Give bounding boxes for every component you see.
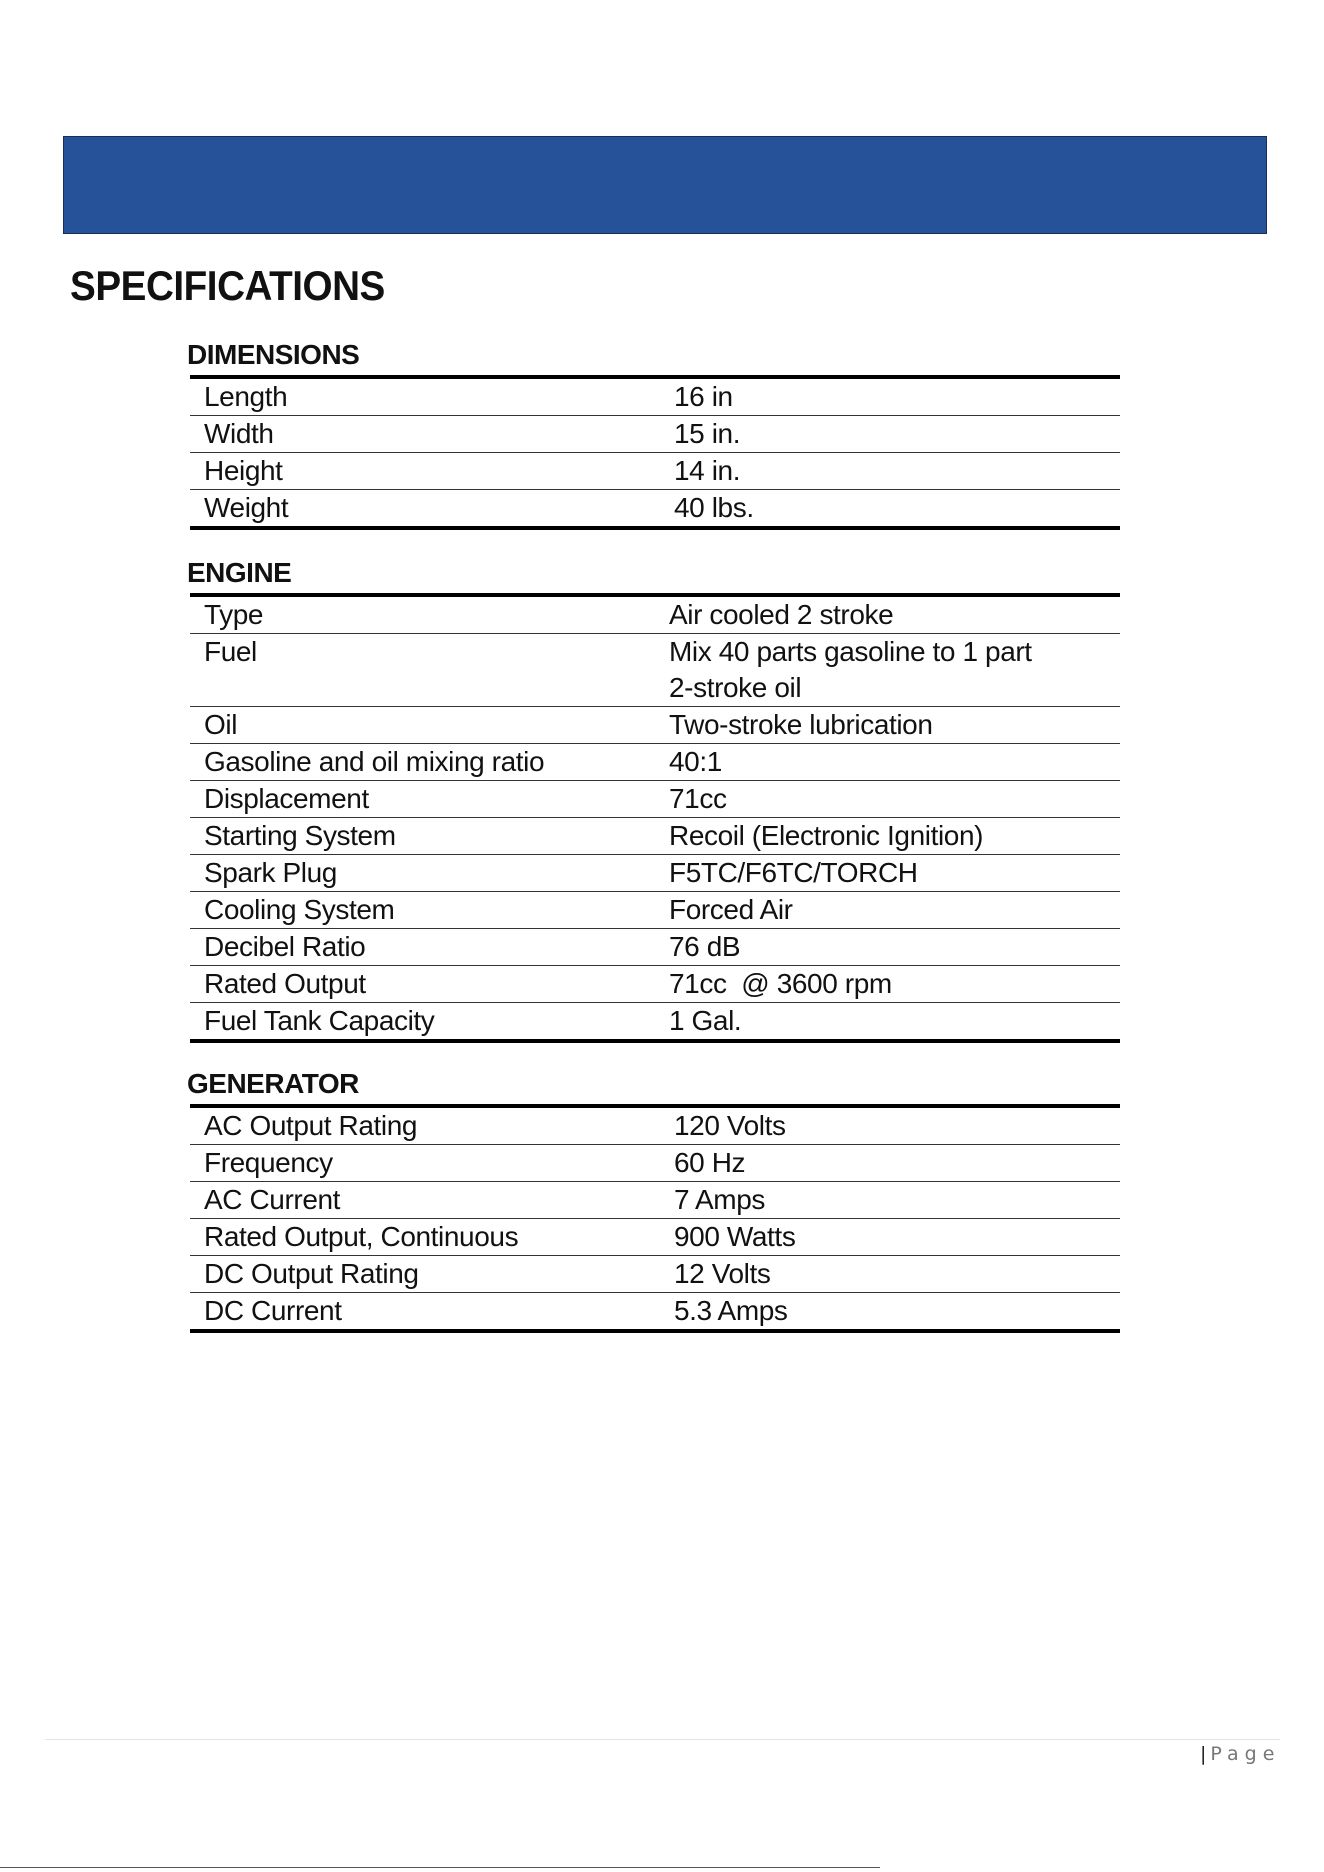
spec-label: Spark Plug [190,855,655,892]
spec-value: Recoil (Electronic Ignition) [655,818,1120,855]
table-row [190,892,1120,929]
spec-label: AC Current [190,1182,660,1219]
section-generator [187,1068,1120,1333]
table-row [190,929,1120,966]
spec-label: DC Output Rating [190,1256,660,1293]
bottom-rule [0,1867,880,1868]
table-row [190,1256,1120,1293]
spec-label: DC Current [204,1295,342,1326]
spec-value: 40:1 [655,744,1120,781]
footer-divider [45,1739,1280,1740]
spec-value: 71cc @ 3600 rpm [655,966,1120,1003]
table-row [190,634,1120,707]
spec-label: Displacement [190,781,655,818]
table-row [190,818,1120,855]
spec-label: Width [190,416,660,453]
spec-label: Fuel Tank Capacity [204,1005,435,1036]
spec-label: Type [190,595,655,634]
table-row [190,1182,1120,1219]
spec-value: 12 Volts [660,1256,1120,1293]
table-row [190,490,1120,529]
table-row [190,707,1120,744]
table-row [190,744,1120,781]
spec-value: 71cc [655,781,1120,818]
spec-table-dimensions [190,375,1120,530]
section-dimensions [187,339,1120,530]
spec-value: 900 Watts [660,1219,1120,1256]
footer-bar: | [1200,1743,1211,1765]
spec-table-generator [190,1104,1120,1333]
spec-value: F5TC/F6TC/TORCH [655,855,1120,892]
spec-label: Starting System [190,818,655,855]
spec-label: Rated Output [190,966,655,1003]
section-title: ENGINE [187,557,292,588]
table-row [190,595,1120,634]
spec-label: Frequency [190,1145,660,1182]
spec-label: Decibel Ratio [190,929,655,966]
table-row [190,781,1120,818]
table-row [190,1106,1120,1145]
table-row [190,1293,1120,1332]
table-row [190,453,1120,490]
spec-label: Length [190,377,660,416]
spec-value: 40 lbs. [674,492,754,523]
spec-label: Oil [190,707,655,744]
spec-value: 60 Hz [660,1145,1120,1182]
spec-value: 5.3 Amps [674,1295,788,1326]
spec-label: Height [190,453,660,490]
spec-value: 1 Gal. [669,1005,742,1036]
footer-page-label: Page [1210,1743,1281,1765]
section-title: DIMENSIONS [187,339,360,370]
spec-value: 16 in [660,377,1120,416]
table-row [190,1145,1120,1182]
spec-value: 7 Amps [660,1182,1120,1219]
spec-value: 14 in. [660,453,1120,490]
table-row [190,1003,1120,1042]
page-footer [1200,1743,1280,1765]
spec-label: Rated Output, Continuous [190,1219,660,1256]
header-banner [63,136,1267,234]
spec-value: 76 dB [655,929,1120,966]
spec-label: Fuel [190,634,655,707]
spec-value: 15 in. [660,416,1120,453]
table-row [190,855,1120,892]
spec-label: Gasoline and oil mixing ratio [190,744,655,781]
section-title: GENERATOR [187,1068,359,1099]
spec-label: AC Output Rating [190,1106,660,1145]
spec-label: Cooling System [190,892,655,929]
table-row [190,377,1120,416]
table-row [190,966,1120,1003]
table-row [190,416,1120,453]
page-title: SPECIFICATIONS [70,262,385,309]
spec-table-engine [190,593,1120,1043]
spec-label: Weight [204,492,289,523]
spec-value: Forced Air [655,892,1120,929]
spec-value: Two-stroke lubrication [655,707,1120,744]
table-row [190,1219,1120,1256]
spec-value: Mix 40 parts gasoline to 1 part 2-stroke oil [655,634,1120,707]
spec-value: Air cooled 2 stroke [655,595,1120,634]
section-engine [187,557,1120,1043]
spec-value: 120 Volts [660,1106,1120,1145]
